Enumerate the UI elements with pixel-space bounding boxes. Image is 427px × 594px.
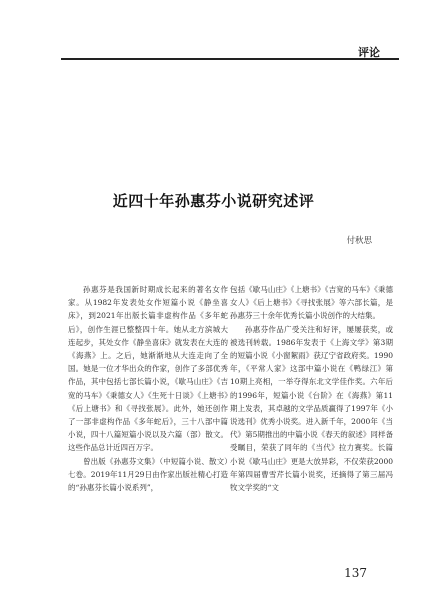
body-paragraph: 孙惠芬作品广受关注和好评，屡屡获奖，或被选刊转载。1986年发表于《上海文学》第3期的短篇小说《小窗絮雨》获辽宁省政府奖。1990年，《平常人家》这部中篇小说在《鸭绿江》第10期上亮相，一举夺得东北文学佳作奖。六年后的1996年，短篇小说《台阶》在《海燕》第11期上发表，其卓越的文学品质赢得了1997年《小说选刊》优秀小说奖。进入新千年，2000年《当代》第5期推出的中篇小说《春天的叙述》同样备受瞩目，荣获了同年的《当代》拉力赛奖。长篇小说《歇马山庄》更是大放异彩，不仅荣获2000年第四届曹雪芹长篇小说奖，还摘得了第三届冯牧文学奖的“文: [230, 324, 393, 493]
header-rule: [61, 58, 399, 60]
body-paragraph: 孙惠芬是我国新时期成长起来的著名女作家。从1982年发表处女作短篇小说《静坐喜床》，到2021年出版长篇非虚构作品《多年蛇后》，创作生涯已整整四十年。她从北方滨城大连起步，其处女作《静坐喜床》就发表在大连的《海燕》上。之后，她渐渐地从大连走向了全国。她是一位才华出众的作家，创作了多部优秀作品，其中包括七部长篇小说，《歇马山庄》《吉宽的马车》《秉德女人》《生死十日谈》《上塘书》《后上塘书》和《寻找张展》。此外，她还创作了一部非虚构作品《多年蛇后》，三十八部中篇小说，四十八篇短篇小说以及六篇（部）散文。这些作品总计近四百万字。: [68, 285, 228, 453]
section-tag: 评论: [358, 46, 380, 59]
right-column: [230, 283, 393, 494]
article-author: 付秋思: [346, 236, 372, 246]
article-title: 近四十年孙惠芬小说研究述评: [112, 192, 315, 210]
body-paragraph: 曾出版《孙惠芬文集》（中短篇小说、散文）七卷。2019年11月29日由作家出版社精心打造的“孙惠芬长篇小说系列”，: [68, 456, 228, 493]
page-number: 137: [344, 566, 367, 580]
left-column: [68, 283, 228, 494]
body-paragraph: 包括《歇马山庄》《上塘书》《吉宽的马车》《秉德女人》《后上塘书》《寻找张展》等六部长篇，是孙惠芬三十余年优秀长篇小说创作的大结集。: [230, 285, 393, 321]
